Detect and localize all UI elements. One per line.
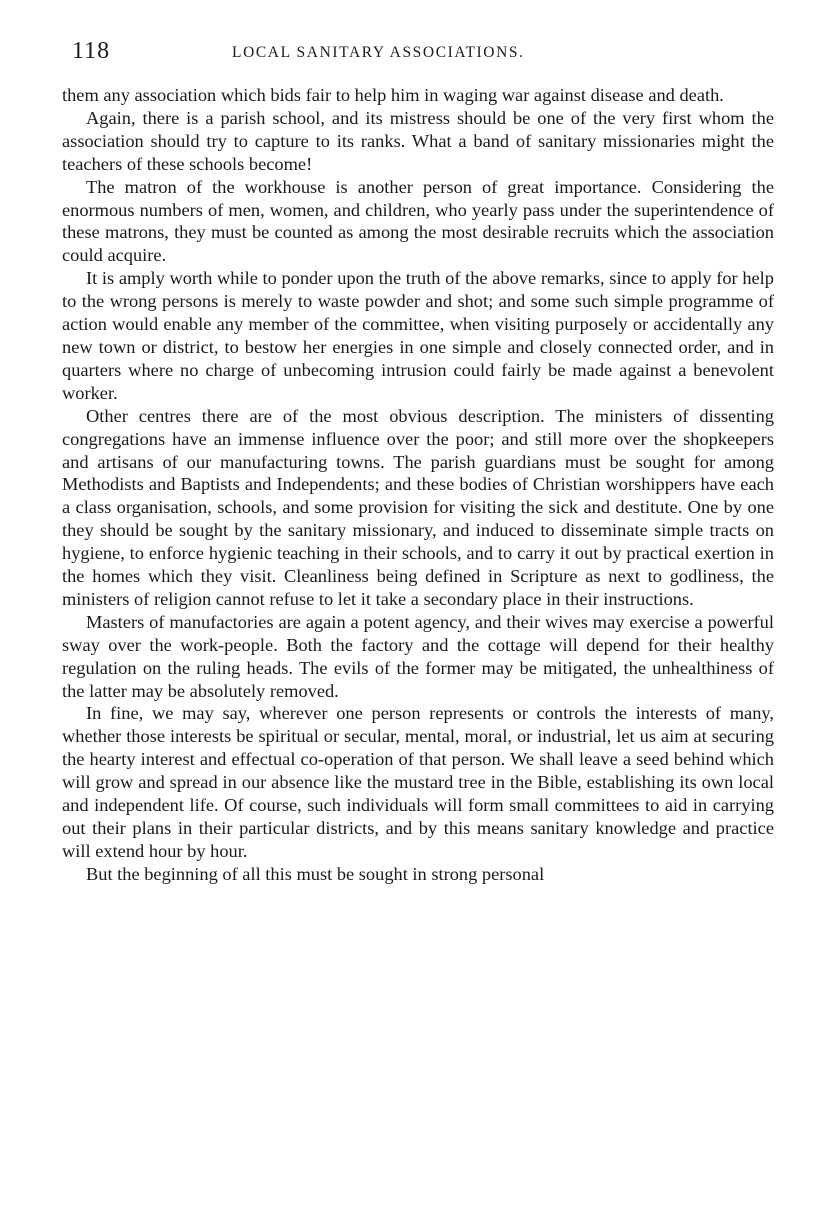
book-page (62, 38, 774, 886)
page-number: 118 (72, 38, 111, 64)
paragraph-workhouse-matron: The matron of the workhouse is another person of great importance. Considering the enormous numbers of men, women, and children, who yearly pass under the superintendence of these matrons, they must be counted as among the most desirable recruits which the association could acquire. (62, 176, 774, 266)
body-text (62, 84, 774, 886)
running-title: LOCAL SANITARY ASSOCIATIONS. (232, 44, 525, 61)
paragraph-manufactories: Masters of manufactories are again a potent agency, and their wives may exercise a powerful sway over the work-people. Both the factory and the cottage will depend for their healthy regulation on the ruling heads. The evils of the former may be mitigated, the unhealthiness of the latter may be absolutely removed. (62, 611, 774, 701)
paragraph-continuation: them any association which bids fair to help him in waging war against disease and death. (62, 85, 724, 105)
paragraph-in-fine: In fine, we may say, wherever one person represents or controls the interests of many, whether those interests be spiritual or secular, mental, moral, or industrial, let us aim at securing the hearty interest and effectual co-operation of that person. We shall leave a seed behind which will grow and spread in our absence like the mustard tree in the Bible, establishing its own local and independent life. Of course, such individuals will form small committees to aid in carrying out their plans in their particular districts, and by this means sanitary knowledge and practice will extend hour by hour. (62, 703, 774, 861)
paragraph-beginning: But the beginning of all this must be sought in strong personal (86, 863, 545, 884)
paragraph-parish-school: Again, there is a parish school, and its mistress should be one of the very first whom the association should try to capture to its ranks. What a band of sanitary missionaries might the teachers of these schools become! (62, 107, 774, 174)
running-head (62, 38, 774, 70)
paragraph-ponder-remarks: It is amply worth while to ponder upon the truth of the above remarks, since to apply for help to the wrong persons is merely to waste powder and shot; and some such simple programme of action would enable any member of the committee, when visiting purposely or accidentally any new town or district, to bestow her energies in one simple and closely connected order, and in quarters where no charge of unbecoming intrusion could fairly be made against a benevolent worker. (62, 268, 774, 403)
paragraph-other-centres: Other centres there are of the most obvious description. The ministers of dissenting congregations have an immense influence over the poor; and still more over the shopkeepers and artisans of our manufacturing towns. The parish guardians must be sought for among Methodists and Baptists and Independents; and these bodies of Christian worshippers have each a class organisation, schools, and some provision for visiting the sick and destitute. One by one they should be sought by the sanitary missionary, and induced to disseminate simple tracts on hygiene, to enforce hygienic teaching in their schools, and to carry it out by practical exertion in the homes which they visit. Cleanliness being defined in Scripture as next to godliness, the ministers of religion cannot refuse to let it take a secondary place in their instructions. (62, 405, 774, 609)
